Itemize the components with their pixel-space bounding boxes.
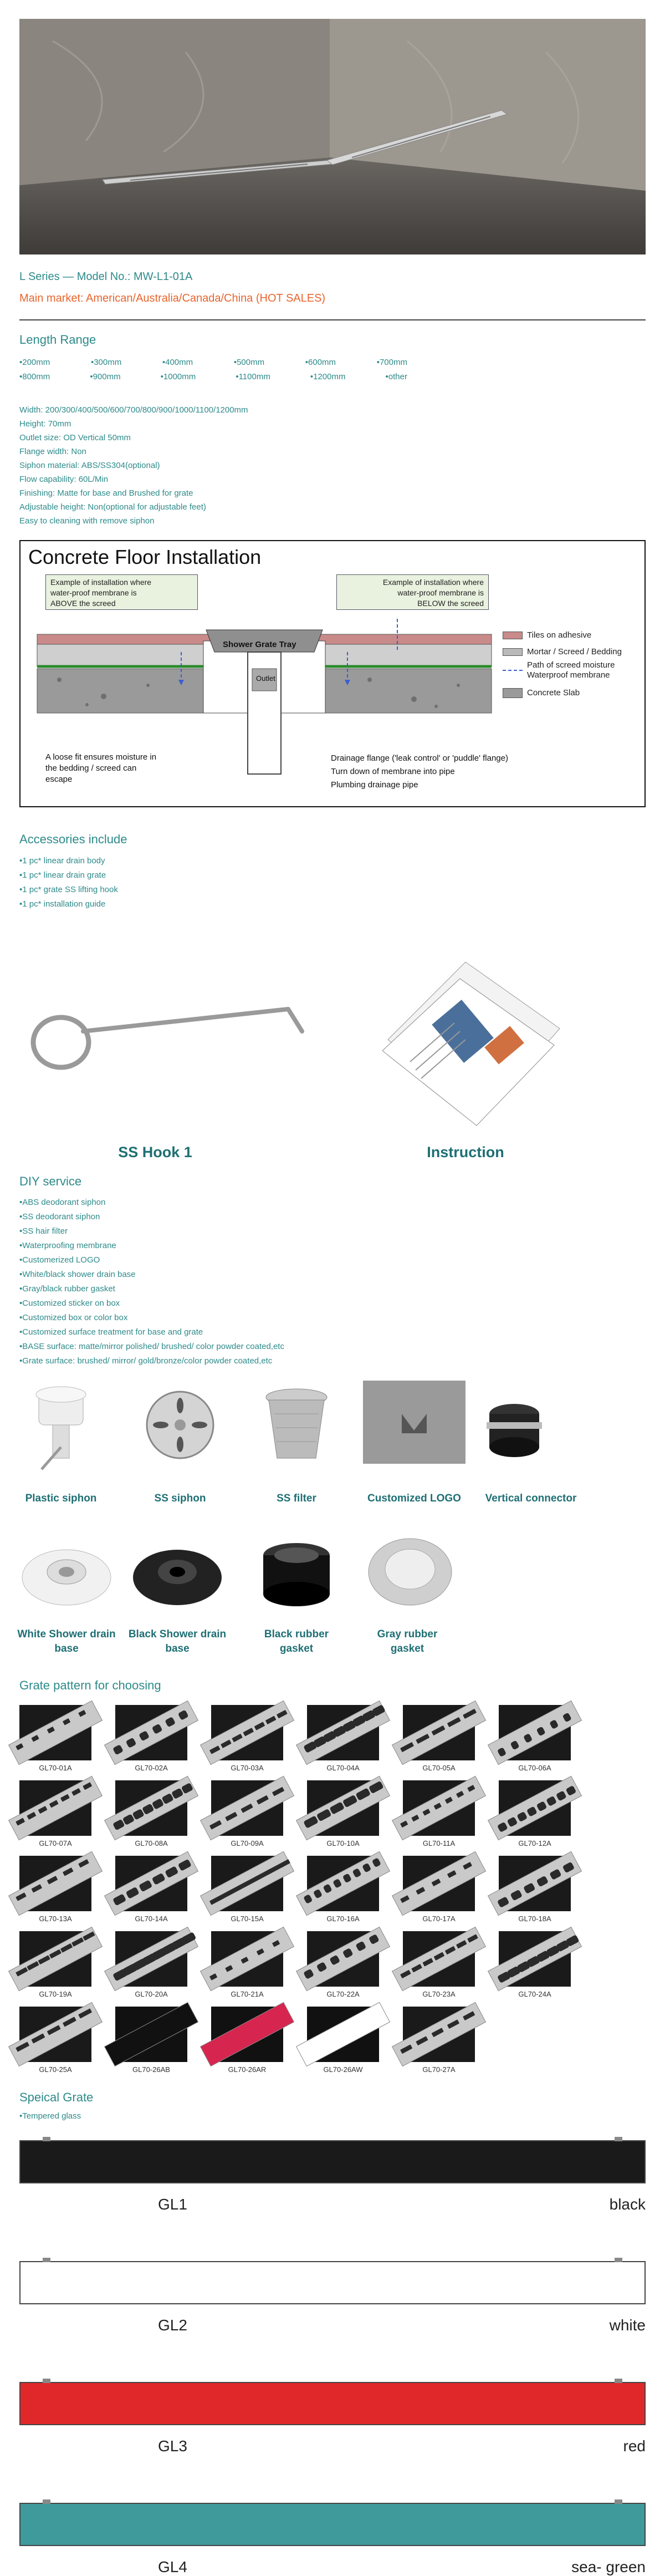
grate-tile <box>19 1780 91 1847</box>
note-line: water-proof membrane is <box>50 588 137 597</box>
grate-code: GL70-19A <box>39 1990 72 1998</box>
grate-image <box>19 1931 91 1987</box>
grate-tile <box>211 2007 283 2074</box>
accessory-item: •1 pc* installation guide <box>19 899 106 909</box>
grate-tile <box>307 1780 379 1847</box>
grate-tile <box>403 1780 475 1847</box>
grate-clip-icon <box>615 2379 622 2383</box>
grate-image <box>211 1931 283 1987</box>
grate-image <box>499 1856 571 1911</box>
grate-code: GL70-12A <box>518 1839 551 1847</box>
grate-tile <box>115 2007 187 2074</box>
legend-item <box>503 660 622 680</box>
diy-title: DIY service <box>19 1174 82 1188</box>
length-option: •1200mm <box>310 372 346 381</box>
special-grate-subtitle: •Tempered glass <box>19 2111 81 2121</box>
divider <box>19 319 646 320</box>
grate-image <box>403 2007 475 2062</box>
length-option: •400mm <box>162 358 193 367</box>
white-drain-base-image <box>19 1533 114 1619</box>
ss-hook-caption: SS Hook 1 <box>118 1144 192 1160</box>
grate-code: GL70-07A <box>39 1839 72 1847</box>
note-line: escape <box>45 775 73 784</box>
legend-text <box>527 660 621 680</box>
ss-siphon-caption: SS siphon <box>154 1493 206 1504</box>
spec-list <box>19 403 248 528</box>
grate-image <box>499 1705 571 1760</box>
grate-code: GL70-06A <box>518 1764 551 1772</box>
diy-item: •Grate surface: brushed/ mirror/ gold/bronze/color powder coated,etc <box>19 1356 273 1366</box>
note-line: Plumbing drainage pipe <box>331 780 418 790</box>
grate-image <box>307 1856 379 1911</box>
gray-rubber-gasket-caption: Gray rubber gasket <box>377 1628 438 1654</box>
customized-logo-image <box>363 1381 466 1464</box>
black-rubber-gasket-image <box>258 1530 335 1616</box>
length-option: •600mm <box>305 358 336 367</box>
special-grate-color: black <box>609 2196 646 2213</box>
tiles-swatch <box>503 632 523 639</box>
accessory-item: •1 pc* linear drain body <box>19 856 105 866</box>
ss-filter-caption: SS filter <box>277 1493 316 1504</box>
diy-item: •Customerized LOGO <box>19 1255 100 1265</box>
note-line: BELOW the screed <box>417 599 484 608</box>
glass-grate-bar <box>19 2382 646 2425</box>
grate-code: GL70-01A <box>39 1764 72 1772</box>
grate-tile <box>211 1780 283 1847</box>
note-line: A loose fit ensures moisture in <box>45 752 157 762</box>
grate-tile <box>19 1856 91 1923</box>
length-option: •700mm <box>376 358 407 367</box>
grate-code: GL70-16A <box>326 1915 360 1923</box>
special-grate-code: GL1 <box>158 2196 187 2213</box>
note-line: Drainage flange ('leak control' or 'puddle' flange) <box>331 754 508 763</box>
grate-code: GL70-20A <box>135 1990 168 1998</box>
grate-code: GL70-11A <box>422 1839 456 1847</box>
length-option: •300mm <box>90 358 122 367</box>
grate-code: GL70-26AB <box>132 2065 170 2074</box>
ss-filter-image <box>255 1381 338 1478</box>
series-model-title: L Series — Model No.: MW-L1-01A <box>19 271 193 283</box>
vertical-connector-image <box>481 1392 548 1467</box>
legend-text: Tiles on adhesive <box>527 630 592 640</box>
note-line: the bedding / screed can <box>45 763 137 773</box>
spec-item: Width: 200/300/400/500/600/700/800/900/1000/1100/1200mm <box>19 405 248 415</box>
customized-logo-caption: Customized LOGO <box>367 1493 461 1504</box>
plastic-siphon-caption: Plastic siphon <box>25 1493 97 1504</box>
grate-code: GL70-15A <box>231 1915 264 1923</box>
grate-image <box>19 1705 91 1760</box>
grate-code: GL70-24A <box>518 1990 551 1998</box>
grate-image <box>403 1856 475 1911</box>
grate-image <box>211 1705 283 1760</box>
diy-item: •ABS deodorant siphon <box>19 1198 106 1207</box>
grate-tile <box>499 1705 571 1772</box>
grate-image <box>307 1705 379 1760</box>
grate-clip-icon <box>43 2499 50 2504</box>
length-row-2 <box>19 372 407 381</box>
grate-clip-icon <box>615 2499 622 2504</box>
grate-clip-icon <box>615 2258 622 2262</box>
grate-code: GL70-04A <box>326 1764 360 1772</box>
note-line: water-proof membrane is <box>397 588 484 597</box>
grate-image <box>307 2007 379 2062</box>
accessories-title: Accessories include <box>19 832 127 846</box>
ss-siphon-image <box>139 1381 222 1478</box>
grate-code: GL70-10A <box>326 1839 360 1847</box>
grate-tile <box>403 1705 475 1772</box>
grate-image <box>403 1931 475 1987</box>
grate-tile <box>403 1856 475 1923</box>
black-rubber-gasket-caption: Black rubber gasket <box>264 1628 329 1654</box>
grate-tile <box>307 1931 379 1998</box>
legend-text-a: Path of screed moisture <box>527 660 615 670</box>
glass-grate-bar <box>19 2261 646 2304</box>
legend-item <box>503 627 622 644</box>
grate-clip-icon <box>43 2258 50 2262</box>
tray-label: Shower Grate Tray <box>223 640 296 649</box>
special-grate-color: sea- green <box>571 2558 646 2575</box>
note-line: ABOVE the screed <box>50 599 116 608</box>
diy-list <box>19 1195 284 1368</box>
grate-code: GL70-08A <box>135 1839 168 1847</box>
spec-item: Flange width: Non <box>19 447 86 456</box>
grate-code: GL70-02A <box>135 1764 168 1772</box>
grate-clip-icon <box>43 2137 50 2141</box>
accessories-list <box>19 854 118 912</box>
grate-image <box>115 1705 187 1760</box>
grate-tile <box>19 2007 91 2074</box>
length-option: •500mm <box>233 358 265 367</box>
grate-code: GL70-22A <box>326 1990 360 1998</box>
length-row-1 <box>19 358 407 367</box>
hero-product-photo <box>19 19 646 254</box>
grate-image <box>211 1780 283 1836</box>
grate-code: GL70-03A <box>231 1764 264 1772</box>
grate-code: GL70-18A <box>518 1915 551 1923</box>
grate-image <box>307 1780 379 1836</box>
length-option: •1000mm <box>160 372 196 381</box>
grate-image <box>19 1780 91 1836</box>
grate-tile <box>499 1856 571 1923</box>
grate-image <box>115 1931 187 1987</box>
grate-pattern-grid <box>19 1705 579 2082</box>
spec-item: Adjustable height: Non(optional for adjustable feet) <box>19 502 206 512</box>
grate-code: GL70-17A <box>422 1915 456 1923</box>
plastic-siphon-image <box>19 1381 103 1478</box>
grate-image <box>211 1856 283 1911</box>
grate-tile <box>499 1931 571 1998</box>
screed-swatch <box>503 648 523 656</box>
grate-code: GL70-23A <box>422 1990 456 1998</box>
grate-code: GL70-21A <box>231 1990 264 1998</box>
diy-item: •Customized box or color box <box>19 1313 128 1322</box>
spec-item: Finishing: Matte for base and Brushed for grate <box>19 488 193 498</box>
grate-code: GL70-27A <box>422 2065 456 2074</box>
grate-tile <box>211 1705 283 1772</box>
legend-item <box>503 685 622 701</box>
grate-image <box>499 1931 571 1987</box>
grate-tile <box>115 1856 187 1923</box>
length-option: •other <box>385 372 407 381</box>
grate-tile <box>211 1856 283 1923</box>
special-grate-color: red <box>623 2437 646 2455</box>
note-line: Example of installation where <box>50 578 152 587</box>
length-range-title: Length Range <box>19 333 96 347</box>
diy-item: •SS hair filter <box>19 1226 68 1236</box>
grate-tile <box>211 1931 283 1998</box>
moisture-line <box>503 670 523 671</box>
loose-fit-note <box>45 752 223 785</box>
grate-code: GL70-25A <box>39 2065 72 2074</box>
grate-image <box>403 1780 475 1836</box>
diy-item: •Waterproofing membrane <box>19 1241 116 1250</box>
note-line: Example of installation where <box>382 578 484 587</box>
ss-hook-image <box>22 992 310 1081</box>
grate-tile <box>307 2007 379 2074</box>
special-grate-code: GL2 <box>158 2317 187 2334</box>
installation-diagram <box>19 540 646 807</box>
outlet-label: Outlet <box>256 674 275 683</box>
note-line: Turn down of membrane into pipe <box>331 767 455 776</box>
grate-image <box>19 2007 91 2062</box>
grate-image <box>115 1856 187 1911</box>
diy-item: •Customized surface treatment for base and grate <box>19 1327 203 1337</box>
diagram-title: Concrete Floor Installation <box>28 546 262 568</box>
grate-pattern-title: Grate pattern for choosing <box>19 1678 161 1692</box>
grate-code: GL70-26AR <box>228 2065 267 2074</box>
special-grate-list <box>0 2135 665 2575</box>
grate-tile <box>499 1780 571 1847</box>
grate-code: GL70-05A <box>422 1764 456 1772</box>
white-drain-base-caption: White Shower drain base <box>17 1628 116 1654</box>
grate-code: GL70-13A <box>39 1915 72 1923</box>
glass-grate-bar <box>19 2503 646 2546</box>
length-option: •800mm <box>19 372 50 381</box>
grate-code: GL70-26AW <box>323 2065 363 2074</box>
grate-tile <box>19 1705 91 1772</box>
diy-item: •SS deodorant siphon <box>19 1212 100 1221</box>
black-drain-base-image <box>130 1533 224 1619</box>
grate-tile <box>307 1705 379 1772</box>
special-grate-code: GL4 <box>158 2558 187 2575</box>
grate-image <box>403 1705 475 1760</box>
length-option: •200mm <box>19 358 50 367</box>
instruction-booklet-image <box>377 940 571 1128</box>
special-grate-title: Speical Grate <box>19 2090 94 2104</box>
grate-image <box>115 1780 187 1836</box>
grate-tile <box>115 1705 187 1772</box>
grate-tile <box>403 2007 475 2074</box>
shower-room-illustration <box>19 19 646 254</box>
accessory-item: •1 pc* grate SS lifting hook <box>19 885 118 894</box>
diy-item: •BASE surface: matte/mirror polished/ brushed/ color powder coated,etc <box>19 1342 284 1351</box>
grate-image <box>499 1780 571 1836</box>
vertical-connector-caption: Vertical connector <box>485 1493 577 1504</box>
grate-code: GL70-09A <box>231 1839 264 1847</box>
grate-tile <box>115 1780 187 1847</box>
instruction-caption: Instruction <box>427 1144 504 1160</box>
drainage-notes <box>331 752 508 792</box>
grate-code: GL70-14A <box>135 1915 168 1923</box>
black-drain-base-caption: Black Shower drain base <box>128 1628 227 1654</box>
grate-image <box>115 2007 187 2062</box>
spec-item: Siphon material: ABS/SS304(optional) <box>19 461 160 470</box>
grate-tile <box>19 1931 91 1998</box>
grate-clip-icon <box>43 2379 50 2383</box>
special-grate-code: GL3 <box>158 2437 187 2455</box>
length-option: •900mm <box>90 372 121 381</box>
grate-image <box>19 1856 91 1911</box>
grate-image <box>211 2007 283 2062</box>
glass-grate-bar <box>19 2140 646 2183</box>
diy-item: •White/black shower drain base <box>19 1270 136 1279</box>
diy-item: •Gray/black rubber gasket <box>19 1284 115 1294</box>
spec-item: Height: 70mm <box>19 419 71 429</box>
spec-item: Flow capability: 60L/Min <box>19 475 109 484</box>
main-market-text: Main market: American/Australia/Canada/China (HOT SALES) <box>19 292 326 304</box>
diy-item: •Customized sticker on box <box>19 1299 120 1308</box>
gray-rubber-gasket-image <box>366 1530 454 1616</box>
diagram-legend <box>503 627 622 701</box>
spec-item: Easy to cleaning with remove siphon <box>19 516 155 526</box>
grate-tile <box>403 1931 475 1998</box>
legend-text-b: Waterproof membrane <box>527 670 610 680</box>
concrete-swatch <box>503 688 523 698</box>
special-grate-color: white <box>609 2317 646 2334</box>
length-option: •1100mm <box>236 372 270 381</box>
grate-image <box>307 1931 379 1987</box>
legend-text: Mortar / Screed / Bedding <box>527 647 622 656</box>
grate-tile <box>115 1931 187 1998</box>
legend-text: Concrete Slab <box>527 688 580 698</box>
accessory-item: •1 pc* linear drain grate <box>19 870 106 880</box>
grate-clip-icon <box>615 2137 622 2141</box>
grate-tile <box>307 1856 379 1923</box>
spec-item: Outlet size: OD Vertical 50mm <box>19 433 131 442</box>
legend-item <box>503 644 622 660</box>
